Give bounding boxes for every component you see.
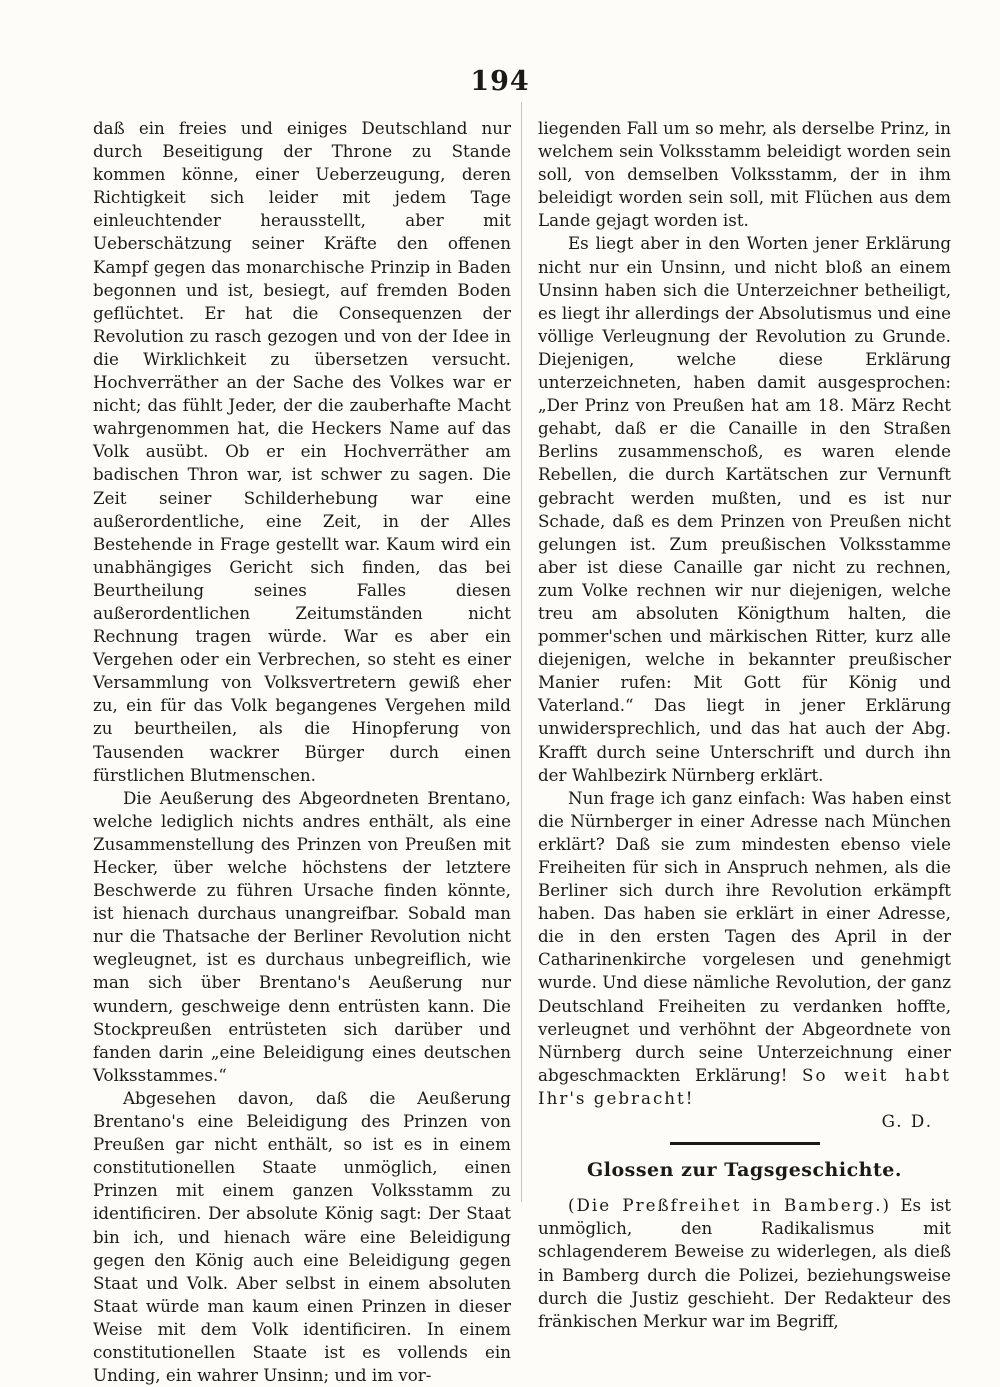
right-paragraph-2: Es liegt aber in den Worten jener Erklärung nicht nur ein Unsinn, und nicht bloß an einem Unsinn haben sich die Unterzeichner betheiligt, es liegt ihr allerdings der Absolutismus und eine völlige Verleugnung der Revolution zu Grunde. Diejenigen, welche diese Erklärung unterzeichneten, haben damit ausgesprochen: „Der Prinz von Preußen hat am 18. März Recht gehabt, daß er die Canaille in den Straßen Berlins zusammenschoß, es waren elende Rebellen, die durch Kartätschen zur Vernunft gebracht werden mußten, und es ist nur Schade, daß es dem Prinzen von Preußen nicht gelungen ist. Zum preußischen Volksstamme aber ist diese Canaille gar nicht zu rechnen, zum Volke rechnen wir nur diejenigen, welche treu am absoluten Königthum halten, die pommer'schen und märkischen Ritter, kurz alle diejenigen, welche in bekannter preußischer Manier rufen: Mit Gott für König und Vaterland.“ Das liegt in jener Erklärung unwidersprechlich, und das hat auch der Abg. Krafft durch seine Unterschrift und durch ihn der Wahlbezirk Nürnberg erklärt. xyxy=(538,233,951,785)
right-column xyxy=(538,117,951,1333)
left-paragraph-3: Abgesehen davon, daß die Aeußerung Brentano's eine Beleidigung des Prinzen von Preußen gar nicht enthält, so ist es in einem constitutionellen Staate unmöglich, einen Prinzen mit einem ganzen Volksstamm zu identificiren. Der absolute König sagt: Der Staat bin ich, und hienach wäre eine Beleidigung gegen den König auch eine Beleidigung gegen Staat und Volk. Aber selbst in einem absoluten Staat würde man kaum einen Prinzen in dieser Weise mit dem Volk identificiren. In einem constitutionellen Staate ist es vollends ein Unding, ein wahrer Unsinn; und im vor- xyxy=(93,1087,511,1386)
glossen-paragraph xyxy=(538,1194,951,1333)
right-paragraph-3-text: Nun frage ich ganz einfach: Was haben einst die Nürnberger in einer Adresse nach München erklärt? Daß sie zum mindesten ebenso viele Freiheiten für sich in Anspruch nehmen, als die Berliner sich durch ihre Revolution erkämpft haben. Das haben sie erklärt in einer Adresse, die in den ersten Tagen des April in der Catharinenkirche vorgelesen und genehmigt wurde. Und diese nämliche Revolution, der ganz Deutschland Freiheiten zu verdanken hoffte, verleugnet und verhöhnt der Abgeordnete von Nürnberg durch seine Unterzeichnung einer abgeschmackten Erklärung! xyxy=(538,787,951,1085)
left-column xyxy=(93,117,511,1387)
right-paragraph-1: liegenden Fall um so mehr, als derselbe Prinz, in welchem sein Volksstamm beleidigt worden sein soll, von demselben Volksstamm, der in ihm beleidigt worden sein soll, mit Flüchen aus dem Lande gejagt worden ist. xyxy=(538,118,951,231)
left-paragraph-2: Die Aeußerung des Abgeordneten Brentano, welche lediglich nichts andres enthält, als eine Zusammenstellung des Prinzen von Preußen mit Hecker, über welche höchstens der letztere Beschwerde zu führen Ursache finden könnte, ist hienach durchaus unangreifbar. Sobald man nur die Thatsache der Berliner Revolution nicht wegleugnet, ist es durchaus unbegreiflich, wie man sich über Brentano's Aeußerung nur wundern, geschweige denn entrüsten kann. Die Stockpreußen entrüsteten sich darüber und fanden darin „eine Beleidigung eines deutschen Volksstammes.“ xyxy=(93,787,511,1085)
signature: G. D. xyxy=(881,1111,933,1132)
closing-exclamation: So weit habt Ihr's gebracht! xyxy=(538,1064,951,1108)
right-paragraph-3 xyxy=(538,787,951,1110)
glossen-lead: (Die Preßfreihet in Bamberg.) xyxy=(568,1195,892,1216)
glossen-text: Es ist unmöglich, den Radikalismus mit schlagenderem Beweise zu widerlegen, als dieß in Bamberg durch die Polizei, beziehungsweise durch die Justiz geschieht. Der Redakteur des fränkischen Merkur war im Begriff, xyxy=(538,1195,951,1331)
column-divider xyxy=(521,102,522,1202)
left-paragraph-1: daß ein freies und einiges Deutschland nur durch Beseitigung der Throne zu Stande kommen könne, einer Ueberzeugung, deren Richtigkeit sich leider mit jedem Tage einleuchtender herausstellt, aber mit Ueberschätzung seiner Kräfte den offenen Kampf gegen das monarchische Prinzip in Baden begonnen und ist, besiegt, auf fremden Boden geflüchtet. Er hat die Consequenzen der Revolution zu rasch gezogen und von der Idee in die Wirklichkeit zu übersetzen versucht. Hochverräther an der Sache des Volkes war er nicht; das fühlt Jeder, der die zauberhafte Macht wahrgenommen hat, die Heckers Name auf das Volk ausübt. Ob er ein Hochverräther am badischen Thron war, ist schwer zu sagen. Die Zeit seiner Schilderhebung war eine außerordentliche, eine Zeit, in der Alles Bestehende in Frage gestellt war. Kaum wird ein unabhängiges Gericht sich finden, das bei Beurtheilung seines Falles diesen außerordentlichen Zeitumständen nicht Rechnung tragen würde. War es aber ein Vergehen oder ein Verbrechen, so steht es einer Versammlung von Volksvertretern gewiß eher zu, ein für das Volk begangenes Vergehen mild zu beurtheilen, als die Hinopferung von Tausenden wackrer Bürger durch einen fürstlichen Blutmenschen. xyxy=(93,118,511,785)
section-heading: Glossen zur Tagsgeschichte. xyxy=(587,1159,902,1182)
page-number: 194 xyxy=(470,66,530,97)
section-divider xyxy=(670,1142,820,1145)
